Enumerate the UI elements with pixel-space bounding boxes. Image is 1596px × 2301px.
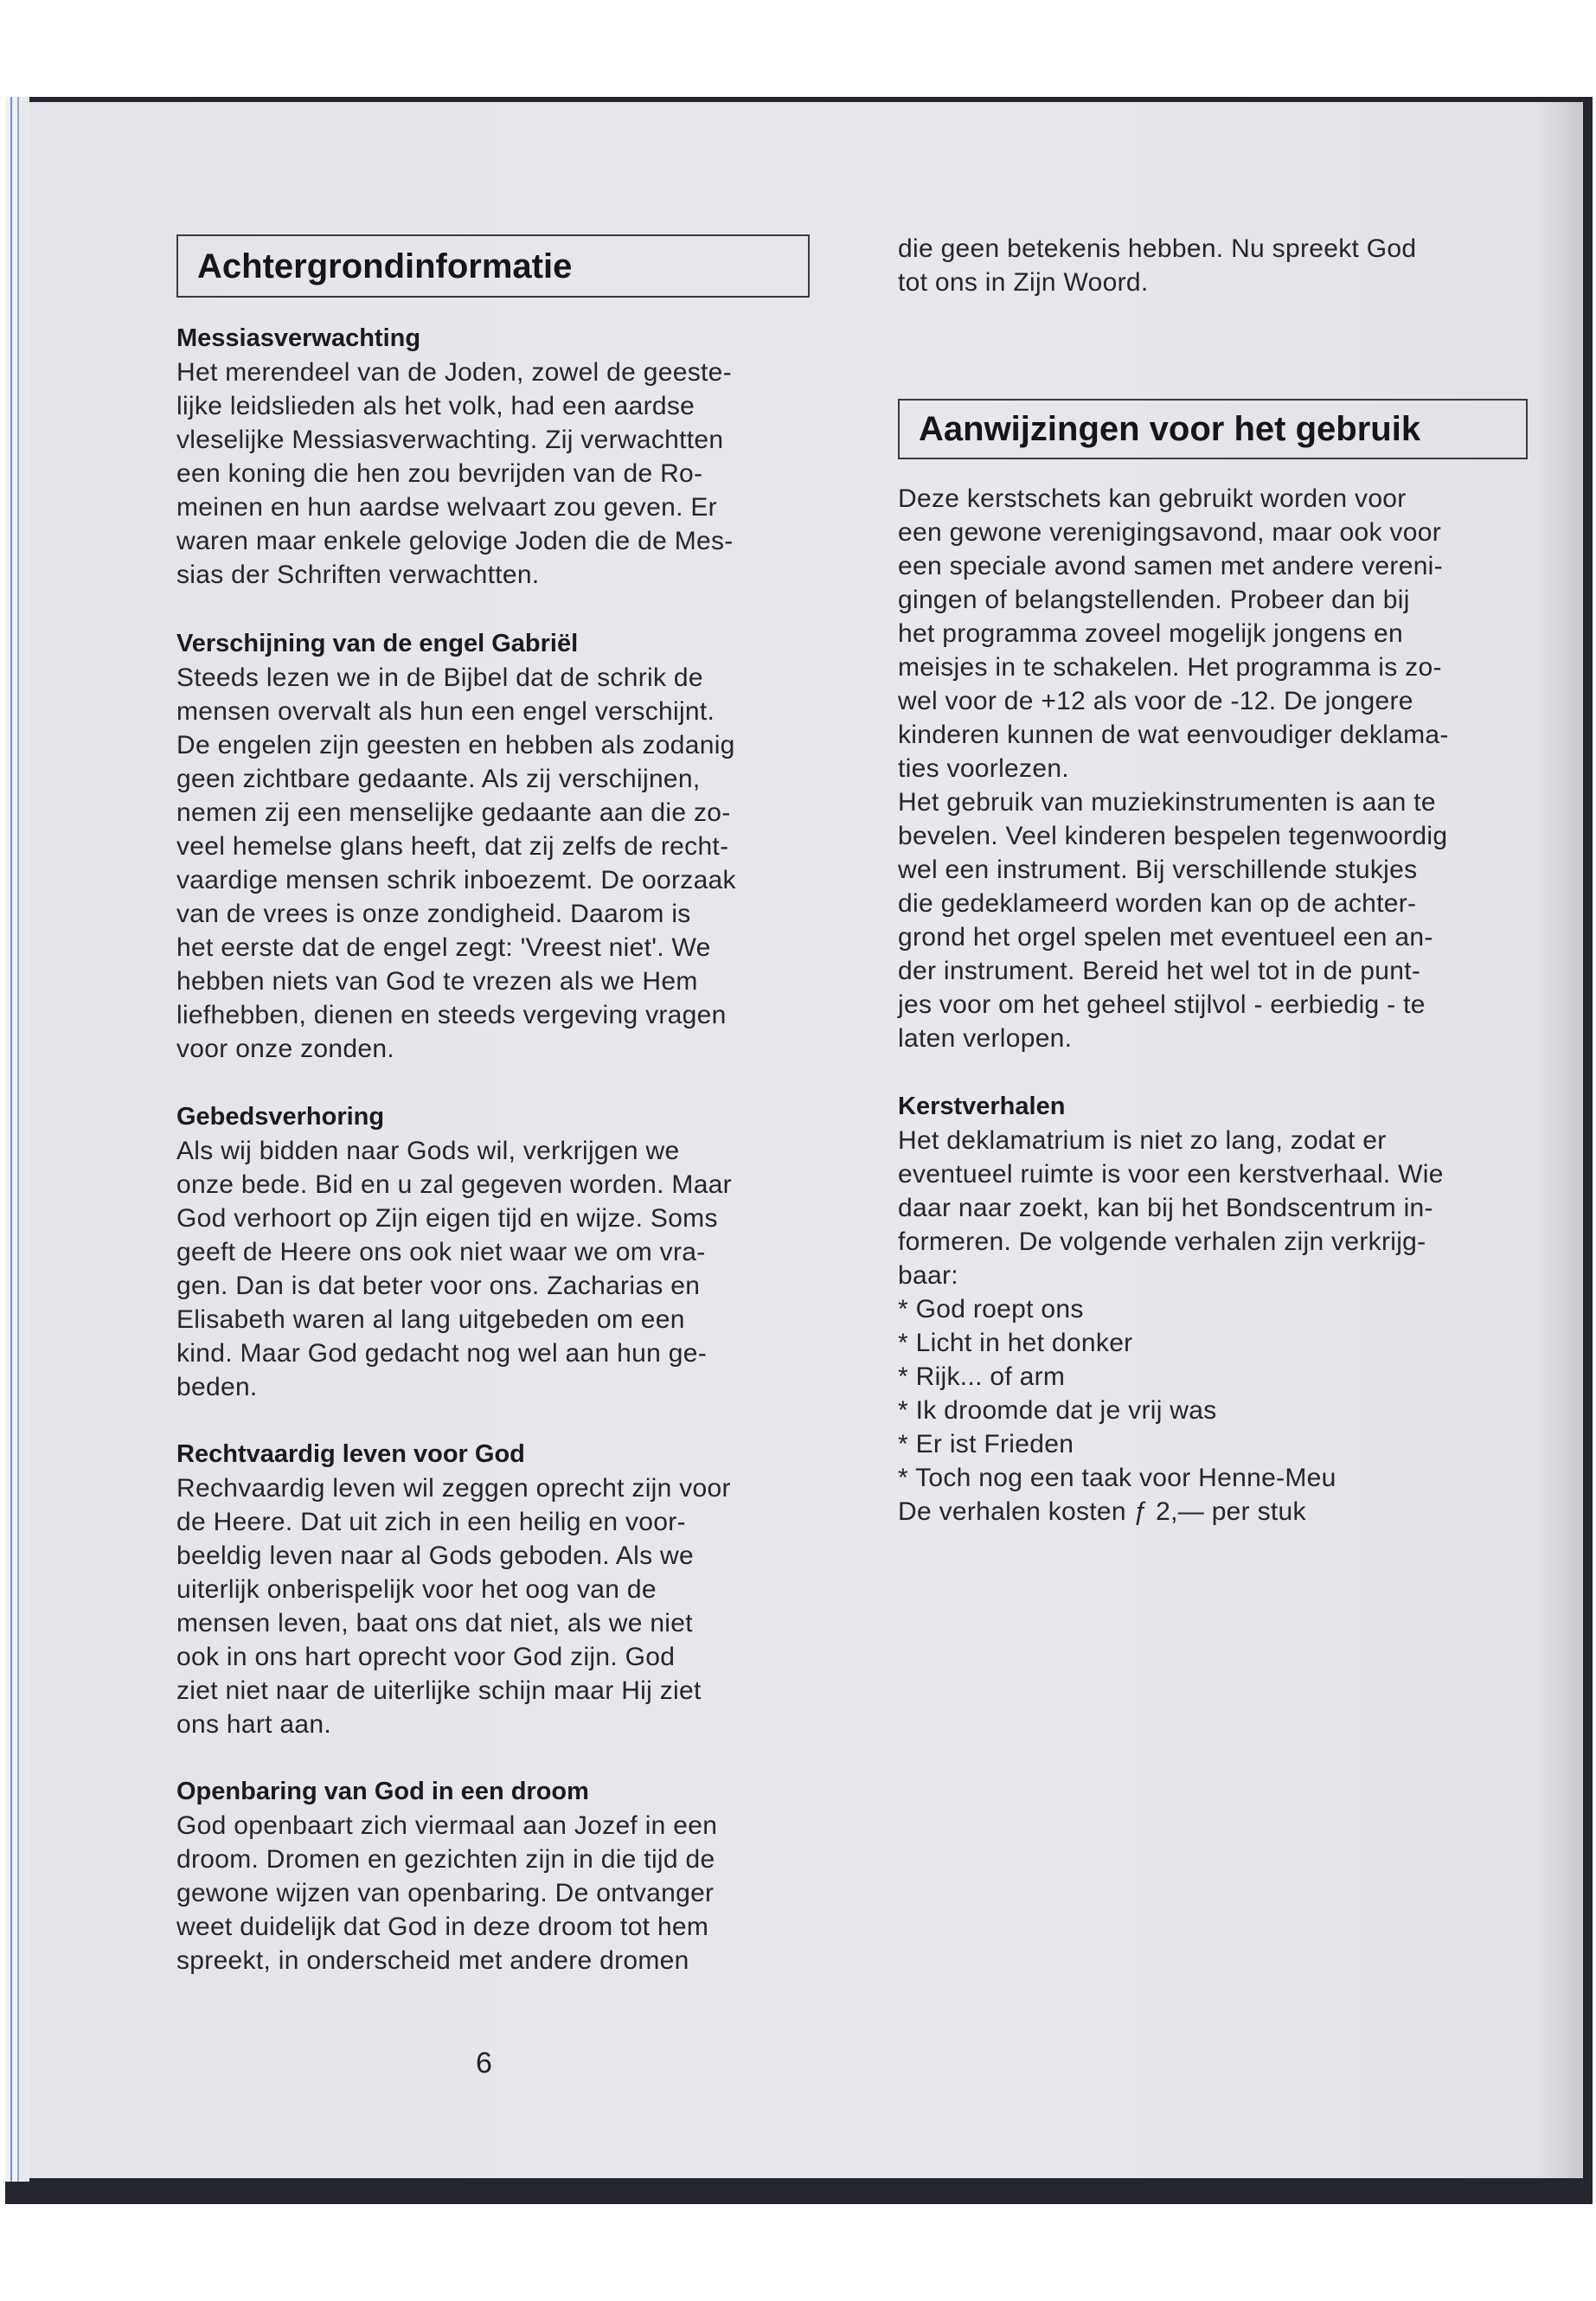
text-section — [176, 627, 834, 1066]
text-line: gingen of belangstellenden. Probeer dan bij — [898, 586, 1410, 614]
text-line: wel voor de +12 als voor de -12. De jongere — [898, 687, 1413, 715]
text-section — [176, 1438, 834, 1741]
section-title-usage-instructions: Aanwijzingen voor het gebruik — [898, 399, 1528, 459]
text-section — [176, 1775, 834, 1977]
text-line: gen. Dan is dat beter voor ons. Zacharias en — [176, 1272, 701, 1300]
text-line: het eerste dat de engel zegt: 'Vreest niet'. We — [176, 933, 711, 962]
text-line: sias der Schriften verwachtten. — [176, 561, 540, 589]
text-line: van de vrees is onze zondigheid. Daarom is — [176, 900, 691, 928]
section-heading: Gebedsverhoring — [176, 1103, 385, 1131]
text-line: laten verlopen. — [898, 1024, 1073, 1053]
text-line: Het deklamatrium is niet zo lang, zodat er — [898, 1126, 1387, 1155]
text-line: baar: — [898, 1261, 958, 1290]
text-section — [176, 322, 834, 592]
text-line: Rechvaardig leven wil zeggen oprecht zijn voor — [176, 1474, 731, 1503]
text-line: waren maar enkele gelovige Joden die de Mes- — [176, 527, 734, 555]
section-heading: Openbaring van God in een droom — [176, 1778, 589, 1805]
text-line: mensen leven, baat ons dat niet, als we niet — [176, 1609, 693, 1638]
text-line: De verhalen kosten ƒ 2,— per stuk — [898, 1497, 1306, 1526]
text-line: beeldig leven naar al Gods geboden. Als we — [176, 1541, 695, 1570]
section-heading: Rechtvaardig leven voor God — [176, 1440, 525, 1468]
text-line: lijke leidslieden als het volk, had een aardse — [176, 392, 695, 420]
text-line: meisjes in te schakelen. Het programma is zo- — [898, 653, 1442, 682]
text-line: gewone wijzen van openbaring. De ontvanger — [176, 1879, 715, 1907]
text-line: voor onze zonden. — [176, 1035, 394, 1063]
text-line: God openbaart zich viermaal aan Jozef in een — [176, 1811, 718, 1840]
text-line: grond het orgel spelen met eventueel een an- — [898, 923, 1433, 952]
text-line: droom. Dromen en gezichten zijn in die tijd de — [176, 1845, 715, 1874]
text-line: tot ons in Zijn Woord. — [898, 268, 1149, 297]
text-line: * Rijk... of arm — [898, 1362, 1066, 1391]
text-line: ziet niet naar de uiterlijke schijn maar Hij ziet — [176, 1676, 702, 1705]
text-line: daar naar zoekt, kan bij het Bondscentrum in- — [898, 1194, 1433, 1222]
text-line: * Er ist Frieden — [898, 1430, 1074, 1458]
text-line: vleselijke Messiasverwachting. Zij verwachtten — [176, 426, 724, 454]
section-heading: Messiasverwachting — [176, 324, 421, 352]
text-line: nemen zij een menselijke gedaante aan die zo- — [176, 798, 731, 827]
text-line: ons hart aan. — [176, 1710, 332, 1739]
text-line: der instrument. Bereid het wel tot in de punt- — [898, 957, 1421, 985]
text-line: hebben niets van God te vrezen als we Hem — [176, 967, 698, 996]
text-line: Het merendeel van de Joden, zowel de geeste- — [176, 358, 732, 387]
text-line: kinderen kunnen de wat eenvoudiger deklama- — [898, 721, 1449, 749]
page-number: 6 — [476, 2047, 492, 2080]
text-line: Elisabeth waren al lang uitgebeden om een — [176, 1305, 685, 1334]
text-line: jes voor om het geheel stijlvol - eerbiedig - te — [898, 990, 1426, 1019]
text-line: mensen overvalt als hun een engel verschijnt. — [176, 697, 715, 726]
text-line: liefhebben, dienen en steeds vergeving vragen — [176, 1001, 727, 1029]
text-line: beden. — [176, 1373, 258, 1401]
section-heading: Verschijning van de engel Gabriël — [176, 630, 579, 657]
text-line: die geen betekenis hebben. Nu spreekt God — [898, 234, 1417, 263]
text-line: een gewone verenigingsavond, maar ook voor — [898, 518, 1441, 547]
text-line: Steeds lezen we in de Bijbel dat de schrik de — [176, 663, 703, 692]
text-line: eventueel ruimte is voor een kerstverhaal. Wie — [898, 1160, 1444, 1189]
text-line: onze bede. Bid en u zal gegeven worden. Maar — [176, 1170, 732, 1199]
text-line: De engelen zijn geesten en hebben als zodanig — [176, 731, 735, 760]
text-line: * Licht in het donker — [898, 1329, 1133, 1357]
text-line: ties voorlezen. — [898, 754, 1069, 783]
text-line: veel hemelse glans heeft, dat zij zelfs de recht- — [176, 832, 729, 861]
text-line: Als wij bidden naar Gods wil, verkrijgen we — [176, 1137, 680, 1165]
section-heading: Kerstverhalen — [898, 1093, 1066, 1120]
section-title-background-info: Achtergrondinformatie — [176, 234, 810, 298]
text-line: geeft de Heere ons ook niet waar we om vra- — [176, 1238, 706, 1266]
text-line: spreekt, in onderscheid met andere dromen — [176, 1946, 689, 1975]
text-line: uiterlijk onberispelijk voor het oog van de — [176, 1575, 657, 1604]
text-line: meinen en hun aardse welvaart zou geven. Er — [176, 493, 717, 522]
text-line: God verhoort op Zijn eigen tijd en wijze. Soms — [176, 1204, 718, 1233]
text-line: een koning die hen zou bevrijden van de Ro- — [176, 459, 703, 488]
text-line: het programma zoveel mogelijk jongens en — [898, 619, 1403, 648]
text-line: ook in ons hart oprecht voor God zijn. God — [176, 1643, 676, 1671]
text-section — [898, 482, 1555, 1055]
text-section — [898, 232, 1555, 299]
text-line: die gedeklameerd worden kan op de achter- — [898, 889, 1417, 918]
text-line: Deze kerstschets kan gebruikt worden voor — [898, 484, 1407, 513]
text-line: Het gebruik van muziekinstrumenten is aan te — [898, 788, 1436, 817]
text-section — [898, 1090, 1555, 1529]
text-line: wel een instrument. Bij verschillende stukjes — [898, 856, 1418, 884]
text-line: weet duidelijk dat God in deze droom tot hem — [176, 1913, 709, 1941]
text-line: geen zichtbare gedaante. Als zij verschijnen, — [176, 765, 701, 793]
text-line: bevelen. Veel kinderen bespelen tegenwoordig — [898, 822, 1448, 850]
text-line: * Toch nog een taak voor Henne-Meu — [898, 1464, 1336, 1492]
text-section — [176, 1100, 834, 1404]
text-line: * Ik droomde dat je vrij was — [898, 1396, 1217, 1425]
text-line: vaardige mensen schrik inboezemt. De oorzaak — [176, 866, 736, 894]
text-line: formeren. De volgende verhalen zijn verkrijg- — [898, 1227, 1426, 1256]
text-line: een speciale avond samen met andere vereni- — [898, 552, 1443, 580]
text-line: kind. Maar God gedacht nog wel aan hun ge- — [176, 1339, 707, 1368]
text-line: de Heere. Dat uit zich in een heilig en voor- — [176, 1508, 686, 1536]
text-line: * God roept ons — [898, 1295, 1084, 1324]
book-spine — [5, 97, 29, 2182]
